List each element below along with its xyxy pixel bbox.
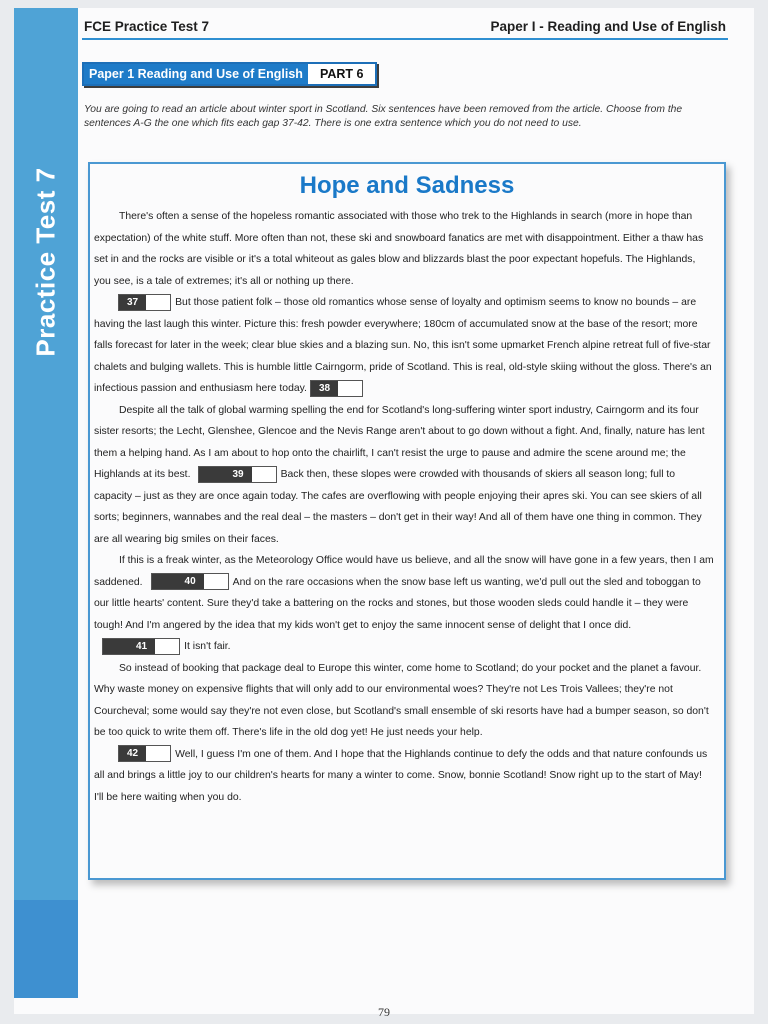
article-box [88, 162, 726, 880]
page-header [82, 16, 728, 40]
article-title: Hope and Sadness [299, 172, 515, 199]
paragraph-4a-text: If this is a freak winter, as the Meteorology Office would have us believe, and all the snow will have gone in a few years, then I am saddened. [94, 555, 714, 588]
paper-title: Paper 1 Reading and Use of English [84, 64, 308, 84]
gap-40-answer-box[interactable] [204, 574, 228, 589]
gap-39-answer-box[interactable] [252, 467, 276, 482]
paragraph-2-text: But those patient folk – those old romantics whose sense of loyalty and optimism seems to know no bounds – are having the last laugh this winter. Picture this: fresh powder everywhere; 180cm of accumulated snow at the base of the resort; more falls forecast for later in the week; clear blue skies and a blazing sun. No, this isn't some upmarket French alpine retreat full of five-star chalets and bulging wallets. This is humble little Cairngorm, pride of Scotland. This is real, old-style skiing without the gloss. There's an infectious passion and enthusiasm here today. [94, 297, 712, 394]
gap-38-number: 38 [311, 381, 338, 396]
paragraph-5-text: So instead of booking that package deal to Europe this winter, come home to Scotland; do your pocket and the planet a favour. Why waste money on expensive flights that will only add to our environmental woes? They're not Les Trois Vallees; they're not Courcheval; some would say they're not even close, but Scotland's small ensemble of ski resorts have had a bumper season, so don't be too quick to write them off. There's life in the old dog yet! He just needs your help. [94, 662, 709, 738]
side-block [14, 900, 78, 998]
paragraph-3 [94, 400, 714, 551]
gap-40-number: 40 [152, 574, 204, 589]
paragraph-5 [94, 658, 714, 744]
gap-38[interactable] [310, 380, 363, 397]
gap-37-answer-box[interactable] [146, 295, 170, 310]
gap-42[interactable] [118, 745, 171, 762]
gap-39-number: 39 [199, 467, 251, 482]
paragraph-6-text: Well, I guess I'm one of them. And I hope that the Highlands continue to defy the odds and that nature confounds us all and brings a little joy to our children's hearts for many a winter to come. Snow, bonnie Scotland! Snow right up to the start of May! I'll be here waiting when you do. [94, 748, 708, 803]
paragraph-4b-text: And on the rare occasions when the snow base left us wanting, we'd pull out the sled and toboggan to our little hearts' content. Sure they'd take a battering on the rocks and stones, but those wooden sleds could handle it – they were tough! And I'm angered by the idea that my kids won't get to enjoy the same innocent sense of delight that I once did. [94, 576, 701, 631]
page-number: 79 [378, 1005, 390, 1019]
gap-42-answer-box[interactable] [146, 746, 170, 761]
paper-part-bar [82, 62, 377, 86]
paragraph-1-text: There's often a sense of the hopeless romantic associated with those who trek to the Highlands in search (more in hope than expectation) of the white stuff. More often than not, these ski and snowboard fanatics are met with disappointment. Either a thaw has set in and the rocks are visible or it's a total whiteout as gales blow and blizzards blast the poor expectant hopefuls. The Highlands, you see, is a tale of extremes; it's all or nothing up there. [94, 211, 704, 287]
paragraph-1 [94, 206, 714, 292]
paragraph-4c-text: It isn't fair. [184, 641, 231, 652]
paragraph-3b-text: Back then, these slopes were crowded with thousands of skiers all season long; full to capacity – just as they are once again today. The cafes are overflowing with people enjoying their apres ski. You can see skiers of all sorts; beginners, wannabes and the real deal – the masters – don't get in their way! And all of them have one thing in common. They are all wearing big smiles on their faces. [94, 469, 702, 545]
part-label: PART 6 [308, 64, 376, 84]
practice-test-label: Practice Test 7 [30, 167, 61, 357]
gap-37[interactable] [118, 294, 171, 311]
side-stripe [14, 8, 78, 998]
article-body [90, 206, 724, 808]
gap-38-answer-box[interactable] [338, 381, 362, 396]
paragraph-2 [94, 292, 714, 400]
gap-42-number: 42 [119, 746, 146, 761]
gap-40[interactable] [151, 573, 229, 590]
header-paper-title: Paper I - Reading and Use of English [490, 19, 726, 34]
instructions: You are going to read an article about winter sport in Scotland. Six sentences have been removed from the article. Choose from the sentences A-G the one which fits each gap 37-42. There is one extra sentence which you do not need to use. [84, 104, 683, 129]
paragraph-4 [94, 550, 714, 658]
gap-41-answer-box[interactable] [155, 639, 179, 654]
gap-37-number: 37 [119, 295, 146, 310]
paragraph-3a-text: Despite all the talk of global warming spelling the end for Scotland's long-suffering winter sport industry, Cairngorm and its four sister resorts; the Lecht, Glenshee, Glencoe and the Nevis Range aren't about to go down without a fight. And, finally, nature has lent them a helping hand. As I am about to hop onto the chairlift, I can't resist the urge to pause and admire the scene around me; the Highlands at its best. [94, 404, 705, 480]
gap-41-number: 41 [103, 639, 155, 654]
gap-41[interactable] [102, 638, 180, 655]
header-test-title: FCE Practice Test 7 [84, 19, 210, 34]
gap-39[interactable] [198, 466, 276, 483]
paragraph-6 [94, 744, 714, 809]
